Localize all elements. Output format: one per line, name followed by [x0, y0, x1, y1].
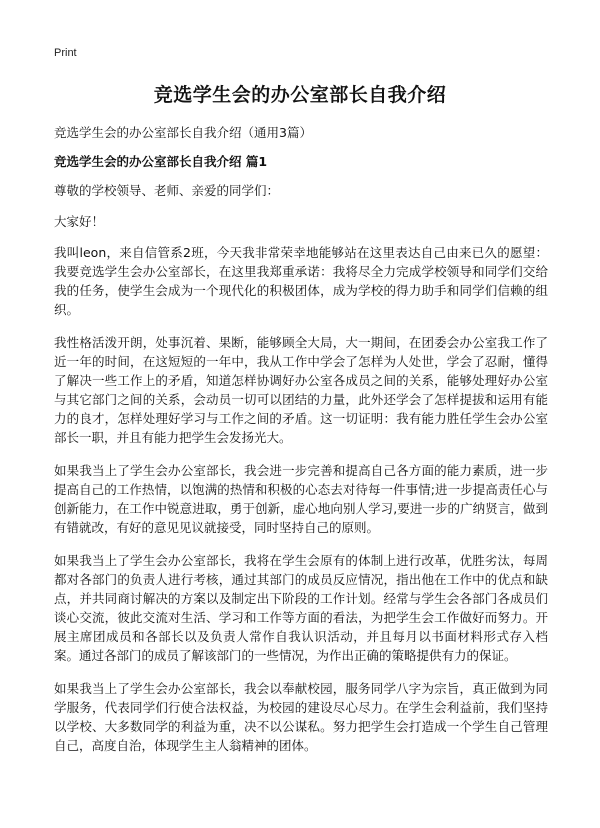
section-heading: 竞选学生会的办公室部长自我介绍 篇1	[54, 154, 268, 169]
body-paragraphs	[54, 243, 548, 769]
paragraph: 如果我当上了学生会办公室部长，我会进一步完善和提高自己各方面的能力素质，进一步提高自己的工作热情，以饱满的热情和积极的心态去对待每一件事情;进一步提高责任心与创新能力，在工作中锐意进取，勇于创新，虚心地向别人学习,要进一步的广纳贤言，做到有错就改，有好的意见见议就接受，同时坚持自己的原则。	[54, 463, 548, 535]
print-link[interactable]: Print	[54, 47, 77, 59]
paragraph: 如果我当上了学生会办公室部长，我会以奉献校园，服务同学八字为宗旨，真正做到为同学服务，代表同学们行使合法权益，为校园的建设尽心尽力。在学生会利益前，我们坚持以学校、大多数同学的利益为重，决不以公谋私。努力把学生会打造成一个学生自己管理自己，高度自治，体现学生主人翁精神的团体。	[54, 681, 548, 753]
greeting: 大家好！	[54, 214, 105, 229]
document-title: 竞选学生会的办公室部长自我介绍	[153, 84, 447, 106]
salutation: 尊敬的学校领导、老师、亲爱的同学们：	[54, 183, 280, 198]
paragraph: 如果我当上了学生会办公室部长，我将在学生会原有的体制上进行改革，优胜劣汰，每周都对各部门的负责人进行考核，通过其部门的成员反应情况，指出他在工作中的优点和缺点，并共同商讨解决的方案以及制定出下阶段的工作计划。经常与学生会各部门各成员们谈心交流，彼此交流对生活、学习和工作等方面的看法，为把学生会工作做好而努力。开展主席团成员和各部长以及负责人常作自我认识活动，并且每月以书面材料形式存入档案。通过各部门的成员了解该部门的一些情况，为作出正确的策略提供有力的保证。	[54, 553, 548, 663]
document-subtitle: 竞选学生会的办公室部长自我介绍（通用3篇）	[54, 125, 312, 140]
paragraph: 我性格活泼开朗，处事沉着、果断，能够顾全大局，大一期间，在团委会办公室我工作了近一年的时间，在这短短的一年中，我从工作中学会了怎样为人处世，学会了忍耐，懂得了解决一些工作上的矛盾，知道怎样协调好办公室各成员之间的关系，能够处理好办公室与其它部门之间的关系，会动员一切可以团结的力量，此外还学会了怎样提拔和运用有能力的良才，怎样处理好学习与工作之间的矛盾。这一切证明：我有能力胜任学生会办公室部长一职，并且有能力把学生会发扬光大。	[54, 335, 548, 445]
paragraph: 我叫leon，来自信管系2班，今天我非常荣幸地能够站在这里表达自己由来已久的愿望：我要竞选学生会办公室部长，在这里我郑重承诺：我将尽全力完成学校领导和同学们交给我的任务，使学生会成为一个现代化的积极团体，成为学校的得力助手和同学们信赖的组织。	[54, 245, 548, 317]
